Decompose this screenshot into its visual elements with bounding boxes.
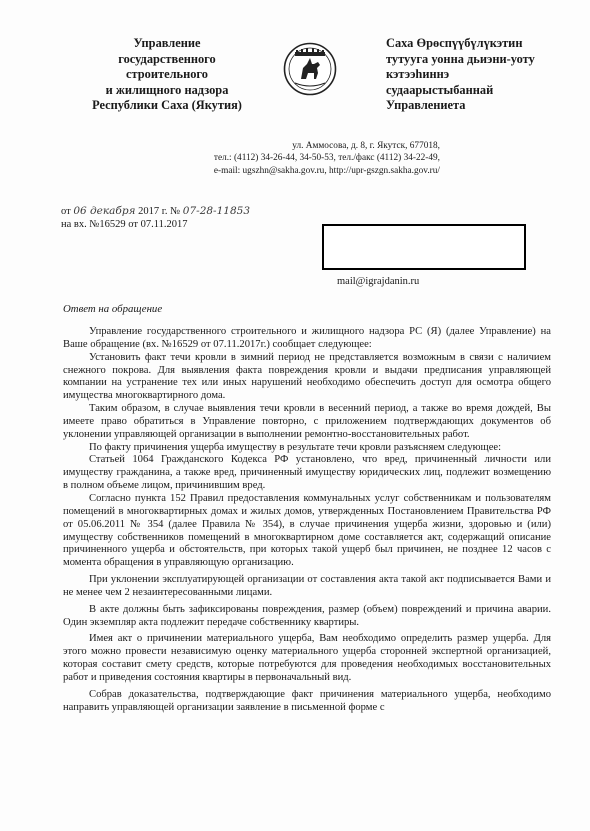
body-paragraph: В акте должны быть зафиксированы повреждения, размер (объем) повреждений и причина аварии. Один экземпляр акта подлежит передаче собственнику квартиры. (63, 603, 551, 628)
letterhead-right-line: судаарыстыбаннай (386, 82, 494, 97)
email-web: e-mail: ugszhn@sakha.gov.ru, http://upr-gszgn.sakha.gov.ru/ (213, 165, 440, 176)
handwritten-number: 07-28-11853 (182, 205, 251, 217)
outgoing-year: 2017 г. № (138, 206, 181, 217)
outgoing-reference (61, 205, 250, 217)
phones: тел.: (4112) 34-26-44, 34-50-53, тел./факс (4112) 34-22-49, (213, 153, 440, 164)
address: ул. Аммосова, д. 8, г. Якутск, 677018, (292, 141, 440, 151)
letterhead-left-line: Республики Саха (Якутия) (92, 98, 242, 113)
handwritten-date: 06 декабря (73, 205, 136, 217)
incoming-reference: на вх. №16529 от 07.11.2017 (61, 219, 188, 230)
letter-subject: Ответ на обращение (63, 303, 163, 315)
sakha-emblem-icon (283, 42, 337, 96)
body-paragraph: При уклонении эксплуатирующей организации от составления акта такой акт подписывается Вами и не менее чем 2 незаинтересованными лицами. (63, 574, 551, 598)
letterhead-right-line: Саха Өрөспүүбүлүкэтин (386, 36, 523, 50)
body-paragraph: Имея акт о причинении материального ущерба, Вам необходимо определить размер ущерба. Для этого можно провести независимую оценку материального ущерба сторонней экспертной организацией, которая составит смету средств, которые потребуются для проведения необходимых восстановительных работ и приведения состояния квартиры в первоначальный вид. (63, 633, 551, 683)
body-paragraph: Согласно пункта 152 Правил предоставления коммунальных услуг собственникам и пользователям помещений в многоквартирных домах и жилых домов, утвержденных Постановлением Правительства РФ от 05.06.2011 № 354 (далее Правила № 354), в случае причинения ущерба жизни, здоровью и (или) имуществу собственников помещений в многоквартирном доме составляется акт, содержащий описание причиненного ущерба и обстоятельств, при которых такой ущерб был причинен, не позднее 12 часов с момента обращения в управляющую организацию. (63, 492, 551, 569)
recipient-email: mail@igrajdanin.ru (337, 276, 420, 287)
letterhead-left (72, 36, 262, 114)
body-paragraph: Управление государственного строительного и жилищного надзора РС (Я) (далее Управление) на Ваше обращение (вх. №16529 от 07.11.2017г.) сообщает следующее: (63, 326, 551, 350)
body-paragraph: Таким образом, в случае выявления течи кровли в весенний период, а также во время дождей, Вы имеете право обратиться в Управление повторно, с приложением подтверждающих документов об уклонении управляющей организации в выполнении ремонтно-восстановительных работ. (63, 403, 551, 440)
letterhead-left-line: и жилищного надзора (105, 82, 229, 97)
redacted-recipient-box (322, 224, 526, 270)
body-paragraph: Установить факт течи кровли в зимний период не представляется возможным в связи с наличием снежного покрова. Для выявления факта повреждения кровли и выдачи предписания управляющей компании на устранение тех или иных нарушений необходимо обеспечить доступ для осмотра общего имущества многоквартирного дома. (63, 351, 551, 402)
letter-body (63, 326, 551, 714)
body-paragraph: По факту причинения ущерба имуществу в результате течи кровли разъясняем следующее: (89, 441, 502, 453)
body-paragraph: Статьей 1064 Гражданского Кодекса РФ установлено, что вред, причиненный личности или имуществу гражданина, а также вред, причиненный имуществу юридических лиц, подлежит возмещению в полном объеме лицом, причинившим вред. (63, 454, 551, 492)
letterhead-right-line: тутууга уонна дьиэни-уоту (386, 51, 535, 66)
letterhead-right (386, 36, 576, 114)
contact-block (170, 140, 440, 177)
letterhead-right-line: кэтээһиннэ (386, 67, 450, 82)
letterhead-left-line: Управление (133, 36, 201, 50)
letterhead-left-line: государственного (118, 51, 216, 66)
letterhead-left-line: строительного (126, 67, 208, 82)
body-paragraph: Собрав доказательства, подтверждающие факт причинения материального ущерба, необходимо направить управляющей организации заявление в письменной форме с (63, 688, 551, 713)
letterhead-right-line: Управлениета (386, 98, 466, 113)
outgoing-prefix: от (61, 206, 71, 217)
